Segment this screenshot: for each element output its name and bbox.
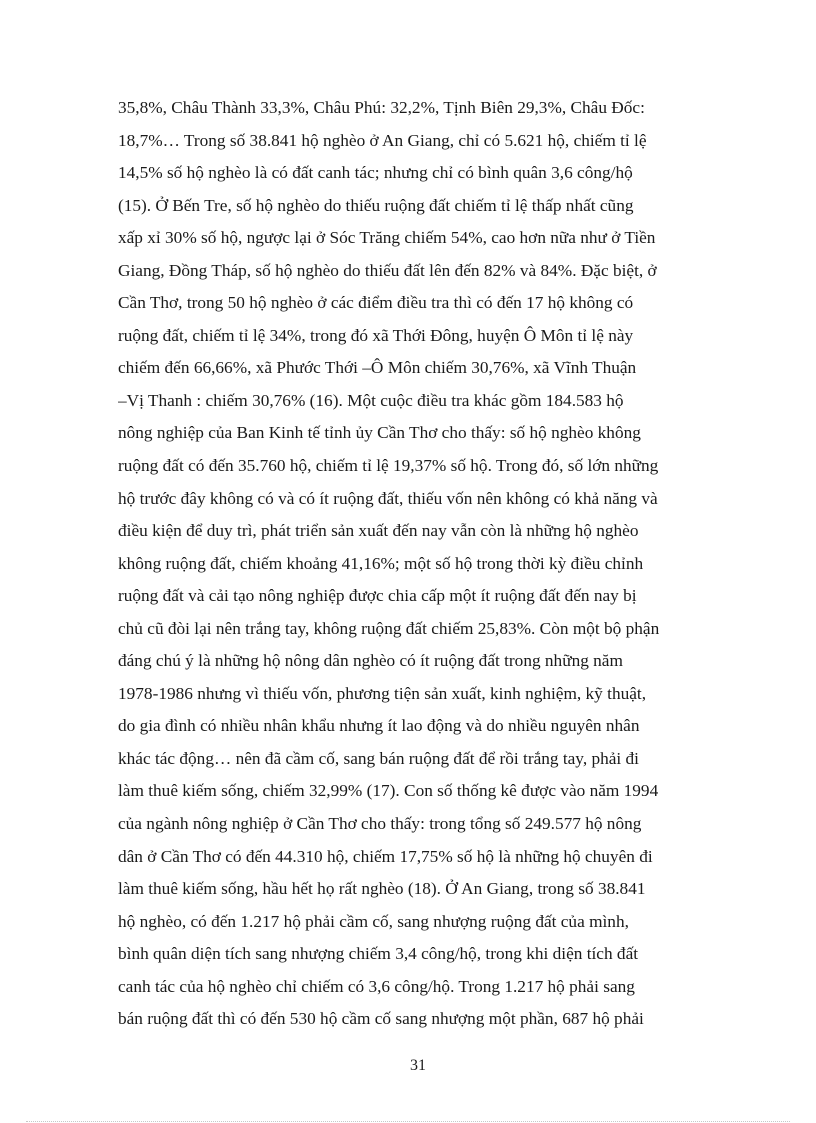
text-line: Cần Thơ, trong 50 hộ nghèo ở các điểm điều tra thì có đến 17 hộ không có [118, 293, 634, 313]
text-line: do gia đình có nhiều nhân khẩu nhưng ít lao động và do nhiều nguyên nhân [118, 716, 640, 736]
text-line: điều kiện để duy trì, phát triển sản xuất đến nay vẫn còn là những hộ nghèo [118, 521, 639, 541]
text-line: hộ trước đây không có và có ít ruộng đất, thiếu vốn nên không có khả năng và [118, 488, 658, 508]
text-line: làm thuê kiếm sống, hầu hết họ rất nghèo (18). Ở An Giang, trong số 38.841 [118, 879, 646, 899]
body-text [118, 92, 718, 1036]
text-line: dân ở Cần Thơ có đến 44.310 hộ, chiếm 17,75% số hộ là những hộ chuyên đi [118, 846, 653, 866]
text-line: (15). Ở Bến Tre, số hộ nghèo do thiếu ruộng đất chiếm tỉ lệ thấp nhất cũng [118, 195, 634, 215]
text-line: –Vị Thanh : chiếm 30,76% (16). Một cuộc điều tra khác gồm 184.583 hộ [118, 390, 624, 410]
text-line: đáng chú ý là những hộ nông dân nghèo có ít ruộng đất trong những năm [118, 651, 623, 671]
text-line: bán ruộng đất thì có đến 530 hộ cầm cố sang nhượng một phần, 687 hộ phải [118, 1009, 644, 1029]
text-line: ruộng đất và cải tạo nông nghiệp được chia cấp một ít ruộng đất đến nay bị [118, 586, 637, 606]
text-line: chủ cũ đòi lại nên trắng tay, không ruộng đất chiếm 25,83%. Còn một bộ phận [118, 618, 660, 638]
text-line: 14,5% số hộ nghèo là có đất canh tác; nhưng chỉ có bình quân 3,6 công/hộ [118, 163, 633, 183]
text-line: nông nghiệp của Ban Kinh tế tỉnh ủy Cần Thơ cho thấy: số hộ nghèo không [118, 423, 641, 443]
text-line: ruộng đất, chiếm tỉ lệ 34%, trong đó xã Thới Đông, huyện Ô Môn tỉ lệ này [118, 325, 634, 345]
text-line: của ngành nông nghiệp ở Cần Thơ cho thấy: trong tổng số 249.577 hộ nông [118, 814, 642, 834]
text-line: hộ nghèo, có đến 1.217 hộ phải cầm cố, sang nhượng ruộng đất của mình, [118, 911, 629, 931]
page-edge-divider [26, 1121, 790, 1122]
text-line: chiếm đến 66,66%, xã Phước Thới –Ô Môn chiếm 30,76%, xã Vĩnh Thuận [118, 358, 637, 378]
text-line: không ruộng đất, chiếm khoảng 41,16%; một số hộ trong thời kỳ điều chỉnh [118, 553, 644, 573]
page-number: 31 [410, 1057, 426, 1074]
text-line: canh tác của hộ nghèo chỉ chiếm có 3,6 công/hộ. Trong 1.217 hộ phải sang [118, 976, 635, 996]
text-line: 1978-1986 nhưng vì thiếu vốn, phương tiện sản xuất, kinh nghiệm, kỹ thuật, [118, 683, 647, 703]
text-line: Giang, Đồng Tháp, số hộ nghèo do thiếu đất lên đến 82% và 84%. Đặc biệt, ở [118, 260, 657, 280]
text-line: làm thuê kiếm sống, chiếm 32,99% (17). Con số thống kê được vào năm 1994 [118, 781, 659, 801]
text-line: 18,7%… Trong số 38.841 hộ nghèo ở An Giang, chỉ có 5.621 hộ, chiếm tỉ lệ [118, 130, 647, 150]
text-line: 35,8%, Châu Thành 33,3%, Châu Phú: 32,2%, Tịnh Biên 29,3%, Châu Đốc: [118, 98, 645, 117]
text-line: xấp xỉ 30% số hộ, ngược lại ở Sóc Trăng chiếm 54%, cao hơn nữa như ở Tiền [118, 228, 656, 248]
text-line: bình quân diện tích sang nhượng chiếm 3,4 công/hộ, trong khi diện tích đất [118, 944, 639, 964]
text-line: khác tác động… nên đã cầm cố, sang bán ruộng đất để rồi trắng tay, phải đi [118, 748, 639, 768]
text-line: ruộng đất có đến 35.760 hộ, chiếm tỉ lệ 19,37% số hộ. Trong đó, số lớn những [118, 456, 659, 476]
